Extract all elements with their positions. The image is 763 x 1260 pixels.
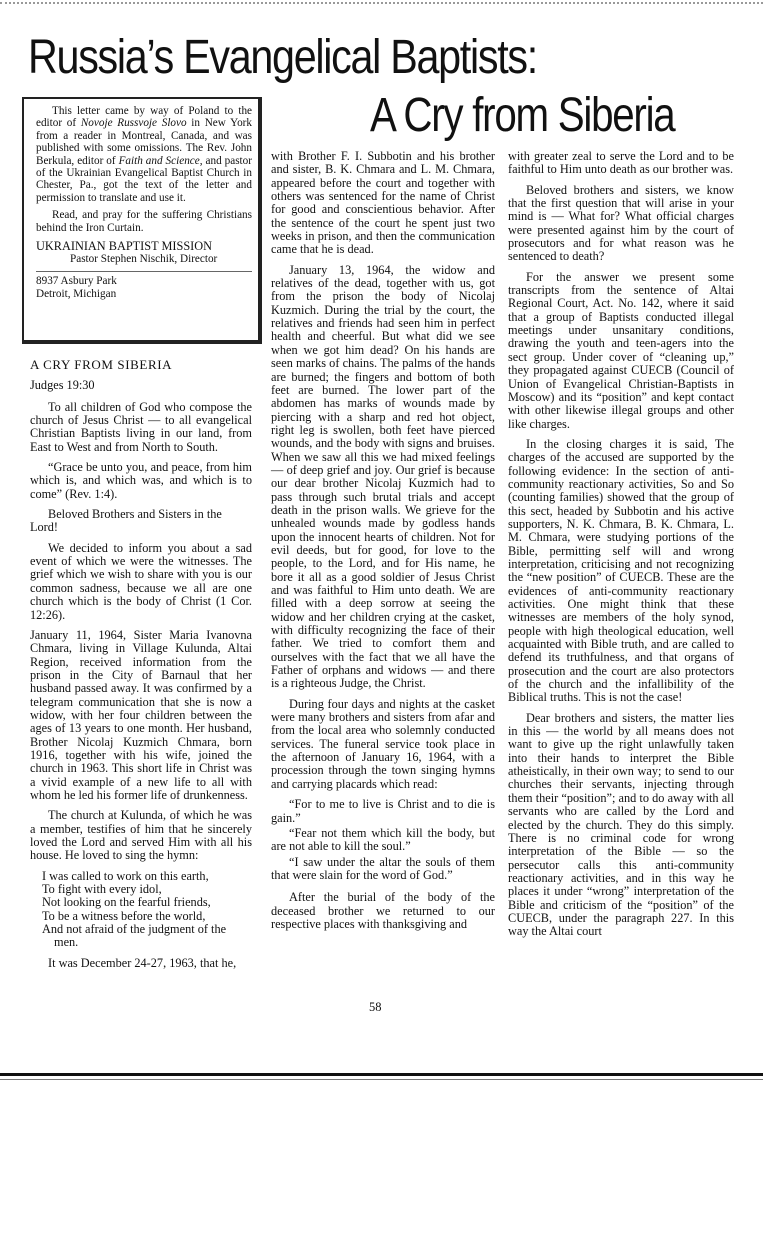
column-2 bbox=[271, 150, 495, 938]
address-line-2: Detroit, Michigan bbox=[36, 287, 117, 300]
paragraph: We decided to inform you about a sad event of which we were the witnesses. The grief which we wish to share with you is our common sadness, because we all are one church which is the body of Christ (1 Cor. 12:26). bbox=[30, 540, 252, 622]
paragraph: January 11, 1964, Sister Maria Ivanovna Chmara, living in Village Kulunda, Altai Region, received information from the prison in the City of Barnaul that her husband passed away. It was confirmed by a telegram communication that she is now a widow, with her four children between the ages of 13 years to one month. Her husband, Brother Nicolaj Kuzmich Chmara, born 1916, together with his wife, joined the church in 1963. This short life in Christ was a vivid example of a new life to all with whom he led his former life of drunkenness. bbox=[30, 627, 252, 802]
hymn-line: I was called to work on this earth, bbox=[42, 868, 209, 883]
mission-name: UKRAINIAN BAPTIST MISSION bbox=[36, 239, 213, 254]
placard-quote: “For to me to live is Christ and to die is gain.” bbox=[271, 797, 495, 825]
bottom-rule bbox=[0, 1073, 763, 1076]
title-line-1: Russia’s Evangelical Baptists: bbox=[28, 31, 537, 84]
intro-text-c: and pastor of the Ukrainian Evangelical Baptist Church in Chester, Pa., got the text of the letter and permission to translate and use it. bbox=[36, 154, 252, 204]
paragraph: Dear brothers and sisters, the matter lies in this — the world by all means does not want to give up the right unlawfully taken into their hands to interpret the Bible atheistically, in their own way; to send to our churches their servants, injecting through them their “position”; and to do away with all servants who are called by the Lord and elected by the church. They do this simply. There is no criminal code for wrong interpretation of the Bible — so the persecutor calls this anti-community reactionary activities, and in this way he places it under “wrong” interpretation of the Bible and criticism of the “position” of the CUECB, under the paragraph 227. In this way the Altai court bbox=[508, 710, 734, 939]
intro-prayer: Read, and pray for the suffering Christians behind the Iron Curtain. bbox=[36, 209, 252, 234]
hymn-line: And not afraid of the judgment of the men. bbox=[42, 922, 227, 950]
intro-paragraph bbox=[36, 105, 252, 204]
hymn-line: To be a witness before the world, bbox=[42, 908, 206, 923]
paragraph: During four days and nights at the casket were many brothers and sisters from afar and from the local area who solemnly conducted services. The funeral service took place in the afternoon of January 16, 1964, with a procession through the town singing hymns and carrying placards which read: bbox=[271, 696, 495, 791]
paragraph: with greater zeal to serve the Lord and to be faithful to Him unto death as our brother was. bbox=[508, 149, 734, 177]
intro-box bbox=[22, 97, 262, 344]
placard-quote: “Fear not them which kill the body, but are not able to kill the soul.” bbox=[271, 825, 495, 854]
salutation: Beloved Brothers and Sisters in the Lord! bbox=[30, 507, 222, 535]
mission-director: Pastor Stephen Nischik, Director bbox=[70, 253, 218, 266]
title-line-2: A Cry from Siberia bbox=[370, 89, 675, 142]
top-rule bbox=[0, 2, 763, 4]
placard-quote: “I saw under the altar the souls of them that were slain for the word of God.” bbox=[271, 854, 495, 882]
paragraph: For the answer we present some transcripts from the sentence of Altai Regional Court, Act. No. 142, where it said that a group of Baptists conducted illegal meetings under unsanitary conditions, drawing the youth and teen-agers into the sect group. Under cover of “cleaning up,” they propagated against CUECB (Council of Union of Evangelical Christian-Baptists in Moscow) and its “position” and kept contact with other likewise illegal groups and other like charges. bbox=[508, 269, 734, 431]
hymn-line: Not looking on the fearful friends, bbox=[42, 895, 211, 910]
magazine-name: Faith and Science, bbox=[118, 154, 203, 167]
paragraph: The church at Kulunda, of which he was a member, testifies of him that he sincerely loved the Lord and served Him with all his house. He loved to sing the hymn: bbox=[30, 808, 252, 863]
intro-text-b: in New York from a reader in Montreal, Canada, and was published with some omissions. The Rev. John Berkula, editor of bbox=[36, 117, 252, 167]
paragraph: Beloved brothers and sisters, we know that the first question that will arise in your mind is — What for? What official charges were presented against him by the court of prosecutors and for what reason was he sentenced to death? bbox=[508, 182, 734, 264]
scripture-reference: Judges 19:30 bbox=[30, 378, 95, 393]
mission-address bbox=[36, 271, 252, 300]
paragraph: In the closing charges it is said, The charges of the accused are supported by the following evidence: In the section of anti-community reactionary activities, So and So (counting families) showed that the group of this sect, headed by Subbotin and his active supporters, N. K. Chmara, B. K. Chmara, L. M. Chmara, were studying portions of the Bible, permitting self will and wrong interpretation, criticising and not recognizing the “new position” of CUECB. These are the evidences of anti-community reactionary activities. One might think that these witnesses are members of the holy synod, people with high theological education, well acquainted with Bible truth, and are called to defend its truthfulness, and that organs of prosecution and the court are also protectors of the church and the infallibility of the Biblical truths. This is not the case! bbox=[508, 436, 734, 705]
paragraph: January 13, 1964, the widow and relatives of the dead, together with us, got from the prison the body of Nicolaj Kuzmich. During the trial by the court, the relatives and friends had seen him in perfect health and cheerful. But what did we see when we got him dead? On his hands are seen marks of chains. The palms of the hands are burned; the fingers and bottom of both feet are burned. The lower part of the abdomen has marks of wounds made by piercing with a sharp and red hot object, right leg is swollen, both feet have pierced wounds, and the body with signs and bruises. When we saw all this we had mixed feelings — of deep grief and joy. Our grief is because our dear brother Nicolaj Kuzmich had to pass through such brutal trials and accept death in the prison walls. We grieve for the unhealed wounds made by godless hands upon the innocent hearts of children. Not for evil deeds, but for good, for love to the people, to the Lord, and for His name, he bore it all as a good soldier of Jesus Christ and was faithful to Him unto death. We are filled with a deep sorrow at seeing the widow and her children crying at the casket, with difficulty recognizing the face of their father. We tried to comfort them and ourselves with the fact that we all have the Father of orphans and widows — and there is a righteous Judge, the Christ. bbox=[271, 262, 495, 691]
page-number: 58 bbox=[369, 1000, 382, 1014]
newspaper-name: Novoje Russvoje Slovo bbox=[80, 117, 187, 130]
paragraph: with Brother F. I. Subbotin and his brother and sister, B. K. Chmara and L. M. Chmara, appeared before the court and together with others was sentenced for the name of Christ for good and conscientious behavior. After the sentence of the court he spent just two weeks in prison, and then the communication came that he is dead. bbox=[271, 149, 495, 257]
paragraph: After the burial of the body of the deceased brother we returned to our respective places with thanksgiving and bbox=[271, 890, 495, 931]
column-1 bbox=[30, 358, 252, 977]
paragraph: To all children of God who compose the church of Jesus Christ — to all evangelical Christian Baptists living in our land, from East to West and from North to South. bbox=[30, 399, 252, 454]
hymn bbox=[30, 870, 252, 950]
column-3 bbox=[508, 150, 734, 946]
letter-heading: A CRY FROM SIBERIA bbox=[30, 357, 173, 372]
paragraph: It was December 24-27, 1963, that he, bbox=[48, 955, 237, 970]
bottom-rule-thin bbox=[0, 1079, 763, 1080]
address-line-1: 8937 Asbury Park bbox=[36, 275, 117, 288]
hymn-line: To fight with every idol, bbox=[42, 882, 162, 897]
intro-text-a: This letter came by way of Poland to the editor of bbox=[36, 105, 252, 130]
paragraph: “Grace be unto you, and peace, from him which is, and which was, and which is to come” (Rev. 1:4). bbox=[30, 460, 252, 501]
